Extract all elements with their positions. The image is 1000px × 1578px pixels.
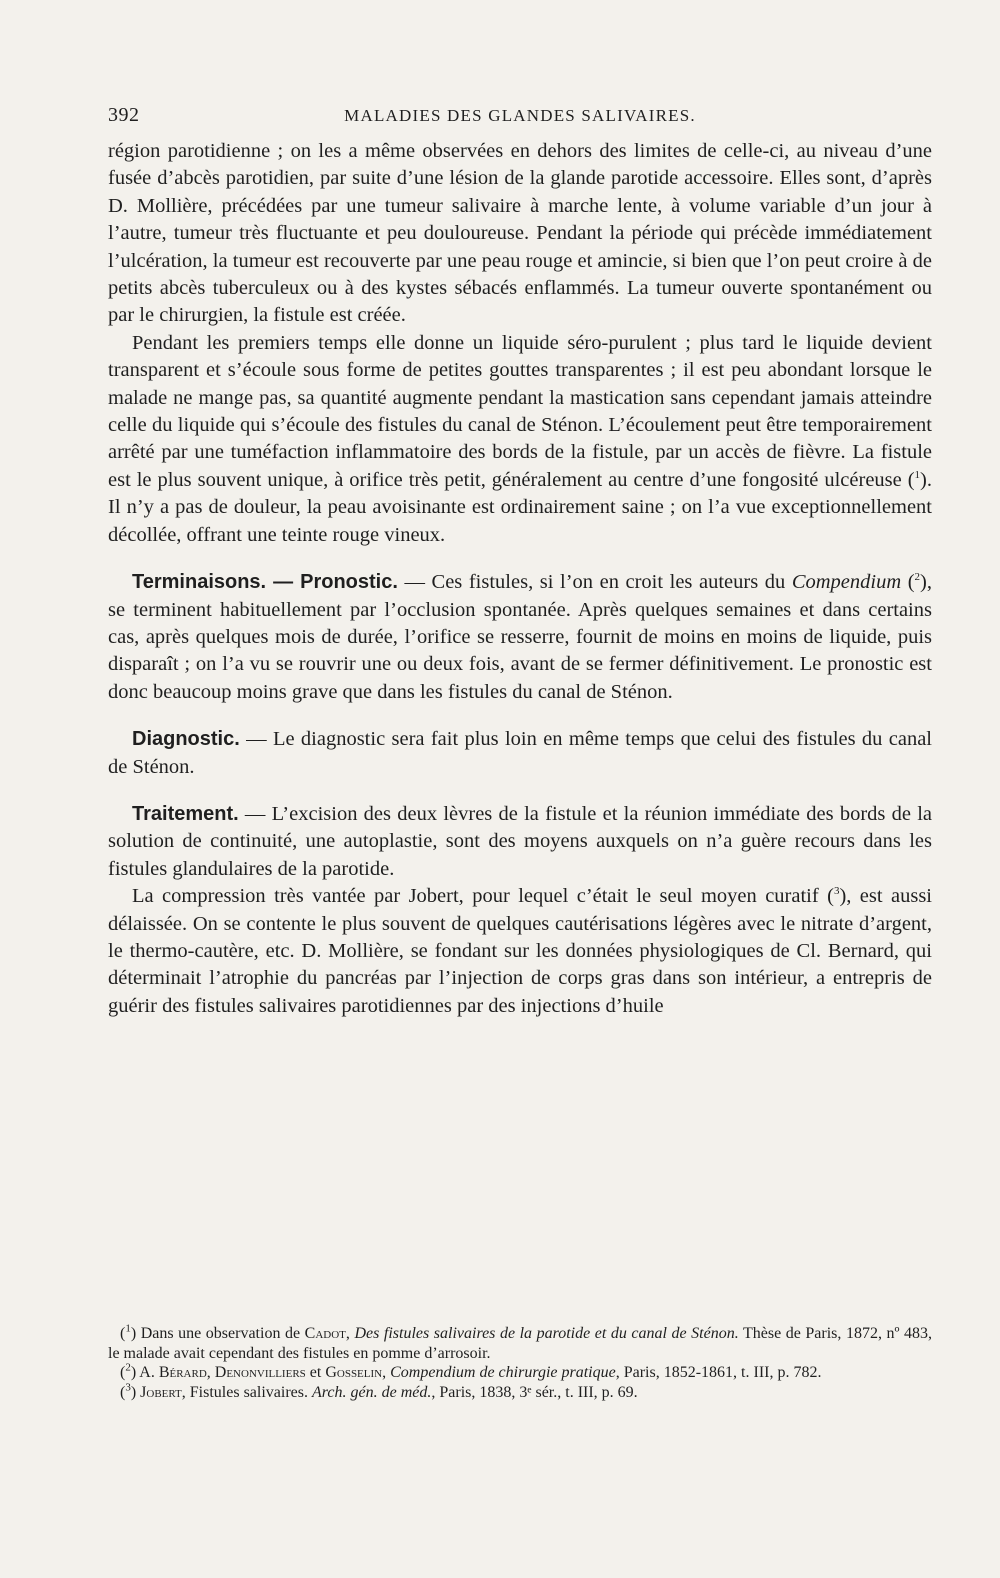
section-title: Diagnostic. [132, 728, 240, 751]
footnote-author: Cadot [304, 1325, 346, 1342]
footnote-3: ($^3$) Jobert, Fistules salivaires. Arch. gén. de méd., Paris, 1838, 3ᵉ sér., t. III, p. 69. [120, 1381, 638, 1401]
footnote-text: Dans une observation de [136, 1325, 305, 1342]
paragraph-text: ). Il n’y a pas de douleur, la peau avoisinante est ordinairement saine ; on l’a vue exceptionnellement décollée, offrant une teinte rouge vineux. [108, 468, 932, 546]
footnote-title: Compendium de chirurgie pratique [390, 1364, 616, 1382]
footnote-text: A. [136, 1364, 159, 1382]
footnote-author: Bérard [158, 1364, 207, 1382]
footnote-text: , Paris, 1838, 3ᵉ sér., t. III, p. 69. [431, 1383, 638, 1401]
paragraph-text: ), est aussi délaissée. On se contente le plus souvent de quelques cautérisations légères avec le nitrate d’argent, le thermo-cautère, etc. D. Mollière, se fondant sur les données physiologiques de Cl. Bernard, qui déterminait l’atrophie du pancréas par l’injection de corps gras dans son intérieur, a entrepris de guérir des fistules salivaires parotidiennes par des injections d’huile [108, 885, 932, 1017]
footnote-text: , [382, 1364, 391, 1382]
footnote-text: , Fistules salivaires. [181, 1383, 312, 1401]
footnote-2: ($^2$) A. Bérard, Denonvilliers et Gosselin, Compendium de chirurgie pratique, Paris, 1852-1861, t. III, p. 782. [120, 1361, 822, 1382]
footnote-1: ($^1$) Dans une observation de Cadot, Des fistules salivaires de la parotide et du canal de Sténon. Thèse de Paris, 1872, nº 483, le malade avait cependant des fistules en pomme d’arrosoir. [108, 1322, 933, 1362]
section-diagnostic [108, 726, 932, 781]
footnote-ref: 2 [914, 571, 921, 584]
footnote-text: Thèse de Paris, 1872, nº 483, le malade avait cependant des fistules en pomme d’arrosoir. [108, 1325, 933, 1362]
paragraph-symptoms [108, 330, 932, 549]
footnote-ref: 3 [833, 885, 840, 898]
section-title: Terminaisons. — Pronostic. [132, 571, 398, 594]
paragraph-text: — Le diagnostic sera fait plus loin en même temps que celui des fistules du canal de Sténon. [108, 728, 932, 778]
paragraph-text: ( [901, 571, 915, 594]
footnote-mark: 2 [125, 1361, 131, 1374]
footnote-title: Des fistules salivaires de la parotide et du canal de Sténon. [354, 1325, 739, 1342]
paragraph-compression [108, 883, 932, 1020]
footnote-text: et [305, 1364, 326, 1382]
paragraph-text: Pendant les premiers temps elle donne un liquide séro-purulent ; plus tard le liquide devient transparent et s’écoule sous forme de petites gouttes transparentes ; il est peu abondant lorsque le malade ne mange pas, sa quantité augmente pendant la mastication sans cependant jamais atteindre celle du liquide qui s’écoule des fistules du canal de Sténon. L’écoulement peut être temporairement arrêté par une tuméfaction inflammatoire des bords de la fistule, par un accès de fièvre. La fistule est le plus souvent unique, à orifice très petit, généralement au centre d’une fongosité ulcéreuse ( [108, 331, 932, 491]
page-header [108, 104, 932, 132]
footnote-mark: 1 [125, 1322, 131, 1335]
footnote-author: Gosselin [325, 1364, 383, 1382]
section-traitement [108, 801, 932, 883]
paragraph-text: La compression très vantée par Jobert, pour lequel c’était le seul moyen curatif ( [132, 885, 834, 908]
footnote-ref: 1 [914, 469, 921, 482]
footnotes [108, 1324, 932, 1402]
footnote-text: , [345, 1325, 355, 1342]
footnote-text: , Paris, 1852-1861, t. III, p. 782. [615, 1364, 822, 1382]
section-terminaisons [108, 569, 932, 706]
footnote-author: Denonvilliers [214, 1364, 306, 1382]
page-number: 392 [108, 104, 140, 126]
footnote-mark: 3 [125, 1381, 131, 1394]
paragraph-text: — Ces fistules, si l’on en croit les auteurs du [397, 571, 792, 594]
running-head: MALADIES DES GLANDES SALIVAIRES. [344, 106, 696, 125]
paragraph-text: , se terminent habituellement par l’occlusion spontanée. Après quelques semaines et dans certains cas, après quelques mois de durée, l’orifice se resserre, fournit de moins en moins de liquide, puis disparaît ; on l’a vu se rouvrir une ou deux fois, avant de se fermer définitivement. Le pronostic est donc beaucoup moins grave que dans les fistules du canal de Sténon. [108, 571, 932, 703]
body-text [108, 138, 932, 1020]
section-title: Traitement. [132, 802, 239, 825]
italic-term: Compendium [791, 571, 902, 594]
footnote-journal: Arch. gén. de méd. [312, 1383, 432, 1401]
paragraph-text: — L’excision des deux lèvres de la fistule et la réunion immédiate des bords de la solution de continuité, une autoplastie, sont des moyens auxquels on n’a guère recours dans les fistules glandulaires de la parotide. [108, 802, 932, 880]
footnote-text: , [206, 1364, 215, 1382]
footnote-author: Jobert [140, 1383, 182, 1401]
paragraph-text: ) [920, 571, 927, 594]
paragraph-continuation: région parotidienne ; on les a même observées en dehors des limites de celle-ci, au niveau d’une fusée d’abcès parotidien, par suite d’une lésion de la glande parotide accessoire. Elles sont, d’après D. Mollière, précédées par une tumeur salivaire à marche lente, à volume variable d’un jour à l’autre, tumeur très fluctuante et peu douloureuse. Pendant la période qui précède immédiatement l’ulcération, la tumeur est recouverte par une peau rouge et amincie, si bien que l’on peut croire à de petits abcès tuberculeux ou à des kystes sébacés enflammés. La tumeur ouverte spontanément ou par le chirurgien, la fistule est créée. [108, 140, 932, 327]
